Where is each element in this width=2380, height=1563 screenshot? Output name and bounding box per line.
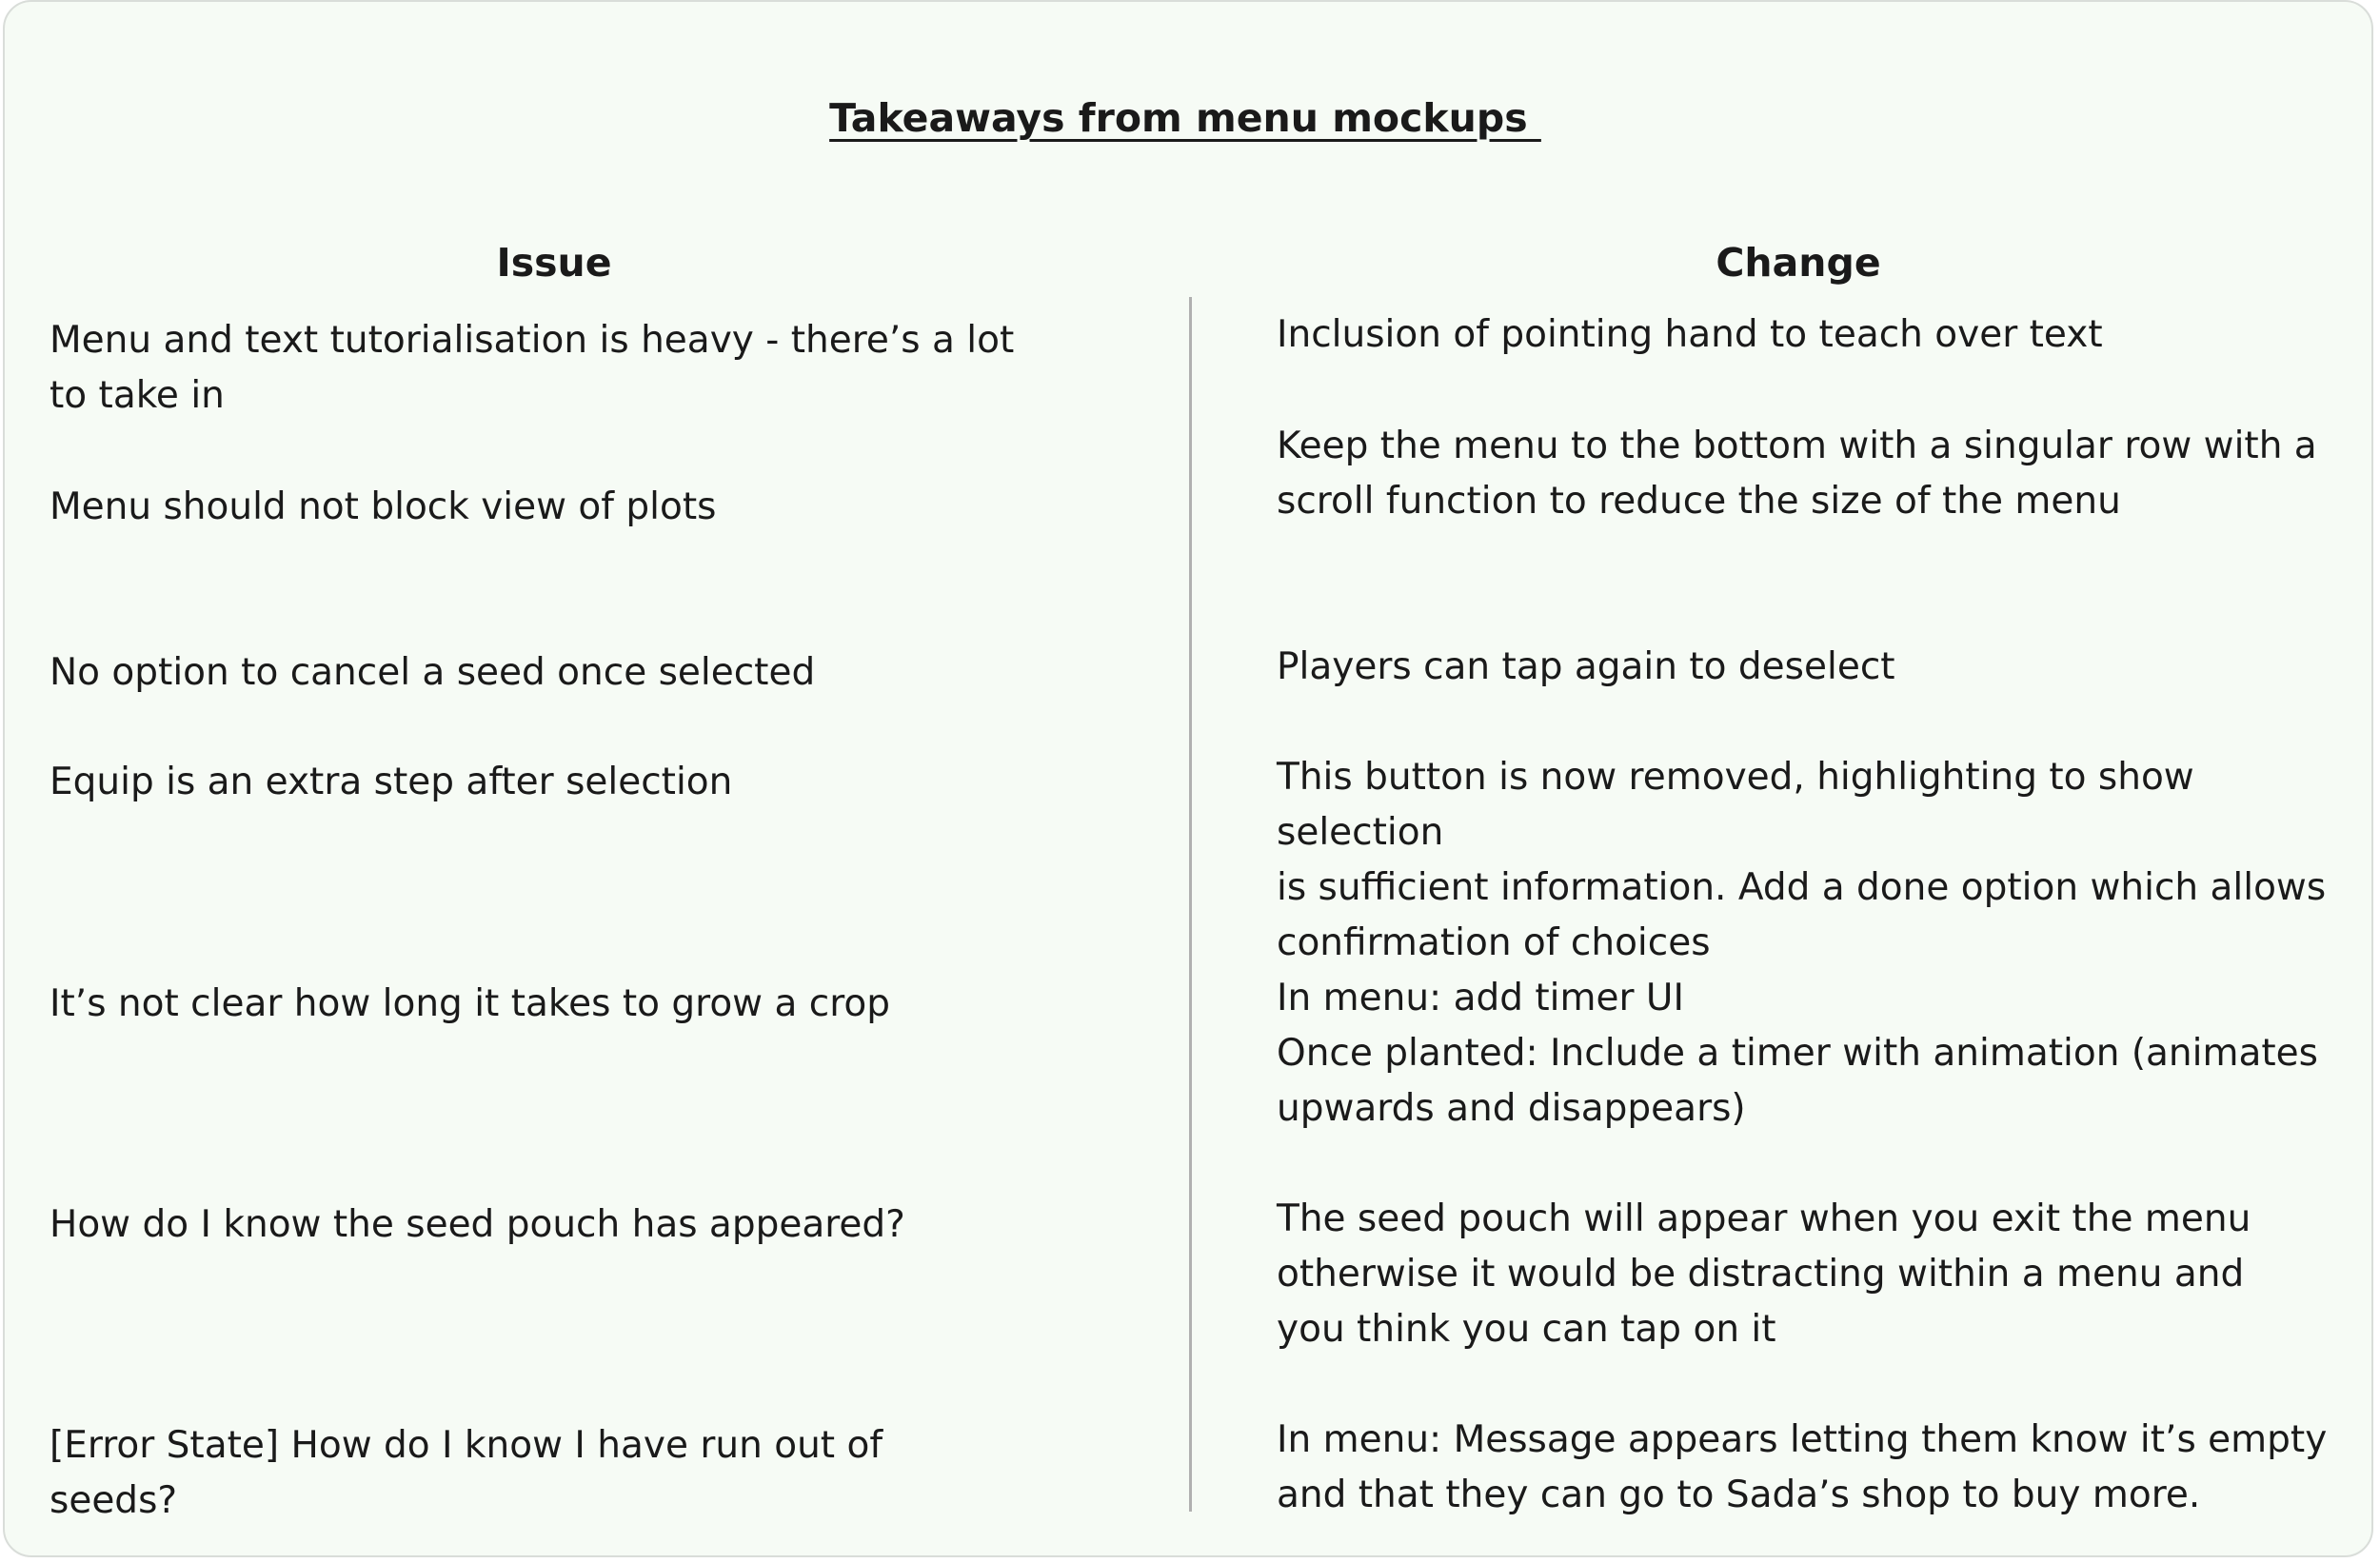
change-item: In menu: add timer UI Once planted: Include a timer with animation (animates upwards and disappears)	[1277, 977, 2318, 1130]
page-title: Takeaways from menu mockups	[829, 95, 1541, 141]
change-item: Keep the menu to the bottom with a singular row with a scroll function to reduce the size of the menu	[1277, 425, 2317, 523]
change-item: In menu: Message appears letting them know it’s empty and that they can go to Sada’s shop to buy more.	[1277, 1418, 2328, 1516]
change-column-header: Change	[1716, 240, 1881, 286]
issue-item: No option to cancel a seed once selected	[50, 651, 816, 694]
change-item: Players can tap again to deselect	[1277, 645, 1895, 688]
change-item: The seed pouch will appear when you exit the menu otherwise it would be distracting within a menu and you think you can tap on it	[1277, 1197, 2251, 1351]
issue-item: Menu should not block view of plots	[50, 485, 717, 528]
issue-item: Menu and text tutorialisation is heavy - there’s a lot to take in	[50, 319, 1015, 417]
takeaways-card	[3, 0, 2373, 1557]
column-divider	[1189, 297, 1192, 1512]
change-item: Inclusion of pointing hand to teach over text	[1277, 313, 2103, 356]
issue-column-header: Issue	[496, 240, 612, 286]
issue-item: Equip is an extra step after selection	[50, 761, 733, 803]
issue-item: [Error State] How do I know I have run out of seeds?	[50, 1424, 883, 1522]
change-item: This button is now removed, highlighting to show selection is sufficient information. Add a done option which allows confirmation of choices	[1277, 756, 2327, 964]
issue-item: How do I know the seed pouch has appeared?	[50, 1203, 905, 1246]
issue-item: It’s not clear how long it takes to grow a crop	[50, 982, 891, 1025]
